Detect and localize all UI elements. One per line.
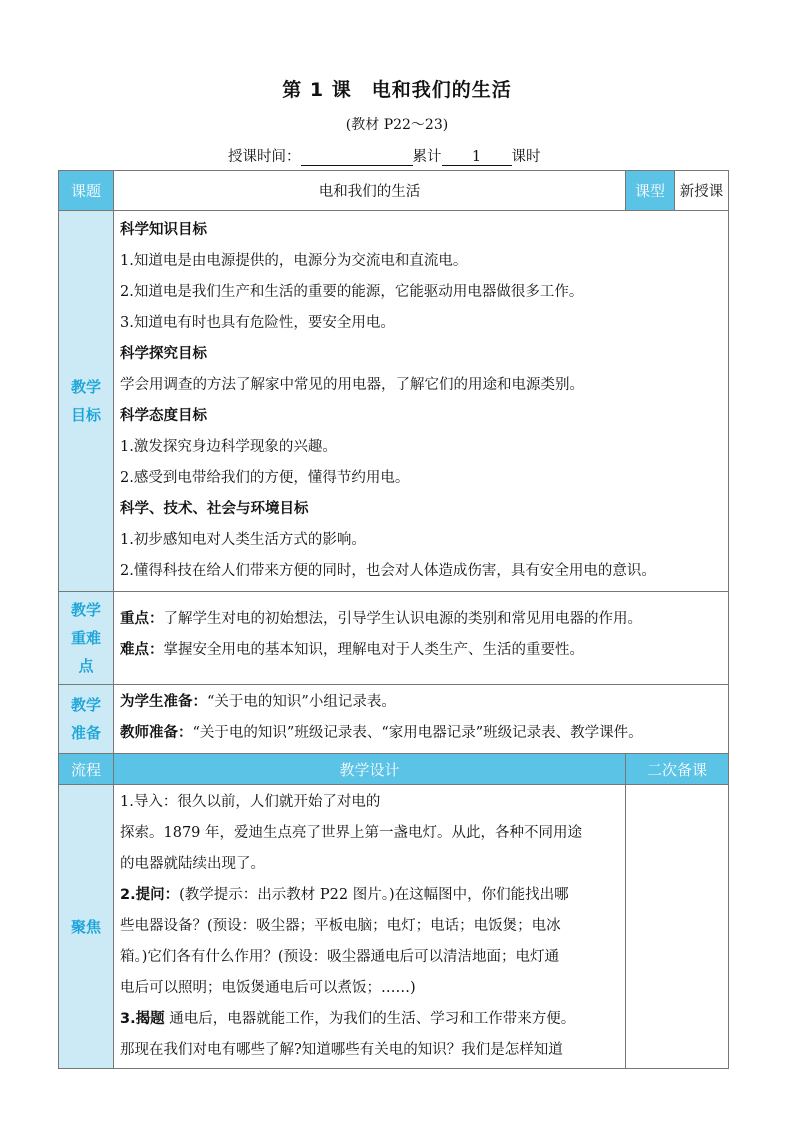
goal-item: 2.懂得科技在给人们带来方便的同时，也会对人体造成伤害，具有安全用电的意识。 [120, 563, 656, 579]
goal-item: 3.知道电有时也具有危险性，要安全用电。 [120, 315, 395, 331]
time-label: 授课时间： [228, 149, 301, 165]
topic-row [59, 171, 729, 211]
goal-heading-stse: 科学、技术、社会与环境目标 [120, 501, 309, 517]
teacher-prep-label: 教师准备： [120, 725, 193, 741]
question-line: 些电器设备？(预设：吸尘器；平板电脑；电灯；电话；电饭煲；电冰 [120, 918, 561, 934]
keypoints-row [59, 592, 729, 685]
focus-line: 1.导入：很久以前，人们就开始了对电的 [120, 794, 381, 810]
focus-line: 探索。1879 年，爱迪生点亮了世界上第一盏电灯。从此，各种不同用途 [120, 825, 583, 841]
goal-item: 1.激发探究身边科学现象的兴趣。 [120, 439, 337, 455]
goal-item: 1.知道电是由电源提供的，电源分为交流电和直流电。 [120, 253, 468, 269]
reveal-line: 那现在我们对电有哪些了解?知道哪些有关电的知识？我们是怎样知道 [120, 1042, 563, 1058]
focus-line: 的电器就陆续出现了。 [120, 856, 265, 872]
design-header: 教学设计 [114, 754, 626, 785]
prep-content [114, 685, 729, 754]
goals-content [114, 211, 729, 592]
focus-label: 聚焦 [59, 785, 114, 1069]
difficult-label: 难点： [120, 642, 164, 658]
question-line: 电后可以照明；电饭煲通电后可以煮饭；……) [120, 980, 416, 996]
goal-item: 1.初步感知电对人类生活方式的影响。 [120, 532, 366, 548]
question-line: (教学提示：出示教材 P22 图片。)在这幅图中，你们能找出哪 [179, 887, 569, 903]
total-label: 累计 [412, 149, 442, 165]
difficult-text: 掌握安全用电的基本知识，理解电对于人类生产、生活的重要性。 [163, 642, 584, 658]
process-header: 流程 [59, 754, 114, 785]
focus-content [114, 785, 626, 1069]
key-text: 了解学生对电的初始想法，引导学生认识电源的类别和常见用电器的作用。 [163, 611, 642, 627]
prep-row [59, 685, 729, 754]
flow-header-row [59, 754, 729, 785]
goal-item: 2.感受到电带给我们的方便，懂得节约用电。 [120, 470, 410, 486]
key-label: 重点： [120, 611, 164, 627]
student-prep-text: “关于电的知识”小组记录表。 [207, 694, 396, 710]
question-line: 箱。)它们各有什么作用？(预设：吸尘器通电后可以清洁地面；电灯通 [120, 949, 560, 965]
second-prep-header: 二次备课 [626, 754, 729, 785]
keypoints-label: 教学重难点 [59, 592, 114, 685]
goal-item: 学会用调查的方法了解家中常见的用电器，了解它们的用途和电源类别。 [120, 377, 584, 393]
reveal-label: 3.揭题 [120, 1011, 165, 1027]
goal-heading-attitude: 科学态度目标 [120, 408, 207, 424]
topic-label: 课题 [59, 171, 114, 211]
reveal-line: 通电后，电器就能工作，为我们的生活、学习和工作带来方便。 [164, 1011, 576, 1027]
focus-row [59, 785, 729, 1069]
goal-item: 2.知道电是我们生产和生活的重要的能源，它能驱动用电器做很多工作。 [120, 284, 584, 300]
lesson-plan-table [58, 170, 729, 1069]
keypoints-content [114, 592, 729, 685]
goals-label: 教学目标 [59, 211, 114, 592]
textbook-pages: (教材 P22～23) [345, 117, 449, 133]
teacher-prep-text: “关于电的知识”班级记录表、“家用电器记录”班级记录表、教学课件。 [192, 725, 643, 741]
total-value: 1 [442, 149, 512, 166]
type-label: 课型 [626, 171, 675, 211]
lesson-title: 第 1 课 电和我们的生活 [282, 79, 512, 101]
goal-heading-knowledge: 科学知识目标 [120, 222, 207, 238]
question-label: 2.提问： [120, 887, 180, 903]
lesson-time-line [228, 145, 541, 166]
type-value: 新授课 [675, 171, 729, 211]
unit-label: 课时 [511, 149, 541, 165]
time-blank [301, 149, 413, 166]
goals-row [59, 211, 729, 592]
second-prep-cell [626, 785, 729, 1069]
student-prep-label: 为学生准备： [120, 694, 207, 710]
goal-heading-inquiry: 科学探究目标 [120, 346, 207, 362]
topic-value: 电和我们的生活 [114, 171, 626, 211]
prep-label: 教学准备 [59, 685, 114, 754]
